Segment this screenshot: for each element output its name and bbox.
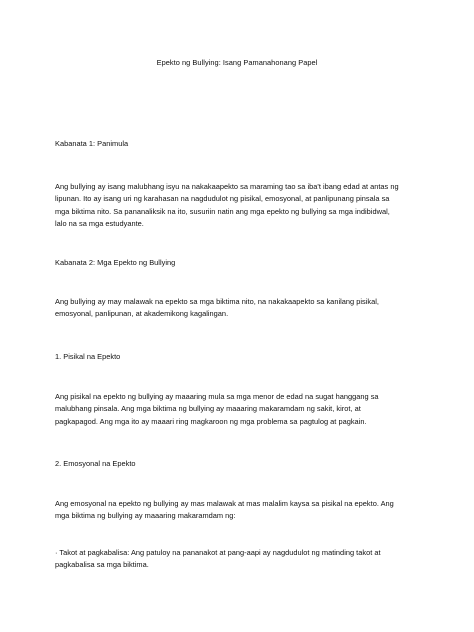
bullet-item-takot (55, 547, 430, 572)
paragraph-line: pagkapagod. Ang mga ito ay maaari ring magkaroon ng mga problema sa pagtulog at pagkain. (55, 416, 367, 426)
paragraph-line: Ang pisikal na epekto ng bullying ay maaaring mula sa mga menor de edad na sugat hanggang sa (55, 392, 379, 401)
chapter1-paragraph (55, 181, 430, 231)
bullet-line: pagkabalisa sa mga biktima. (55, 560, 149, 570)
bullet-line: · Takot at pagkabalisa: Ang patuloy na pananakot at pang-aapi ay nagdudulot ng matinding takot at (55, 548, 381, 557)
document-title: Epekto ng Bullying: Isang Pamanahonang Papel (156, 58, 318, 67)
paragraph-line: Ang bullying ay may malawak na epekto sa mga biktima nito, na nakakaapekto sa kanilang pisikal, (55, 297, 379, 306)
paragraph-line: lalo na sa mga estudyante. (55, 219, 144, 229)
paragraph-line: Ang bullying ay isang malubhang isyu na nakakaapekto sa maraming tao sa iba't ibang edad at antas ng (55, 182, 399, 191)
chapter2-paragraph (55, 296, 430, 321)
chapter1-heading: Kabanata 1: Panimula (55, 139, 129, 148)
paragraph-line: Ang emosyonal na epekto ng bullying ay mas malawak at mas malalim kaysa sa pisikal na epekto. Ang (55, 499, 394, 508)
paragraph-line: mga biktima ng bullying ay maaaring makaramdam ng: (55, 511, 236, 521)
paragraph-line: emosyonal, panlipunan, at akademikong kagalingan. (55, 309, 229, 319)
section1-heading: 1. Pisikal na Epekto (55, 352, 121, 361)
section2-paragraph (55, 498, 430, 523)
paragraph-line: malubhang pinsala. Ang mga biktima ng bullying ay maaaring makaramdam ng sakit, kirot, at (55, 404, 361, 414)
section1-paragraph (55, 391, 430, 428)
section2-heading: 2. Emosyonal na Epekto (55, 459, 136, 468)
chapter2-heading: Kabanata 2: Mga Epekto ng Bullying (55, 258, 176, 267)
paragraph-line: mga biktima nito. Sa pananaliksik na ito, susuriin natin ang mga epekto ng bullying sa mga indibidwal, (55, 206, 390, 216)
paragraph-line: lipunan. Ito ay isang uri ng karahasan na nagdudulot ng pisikal, emosyonal, at panlipunang pinsala sa (55, 194, 390, 204)
